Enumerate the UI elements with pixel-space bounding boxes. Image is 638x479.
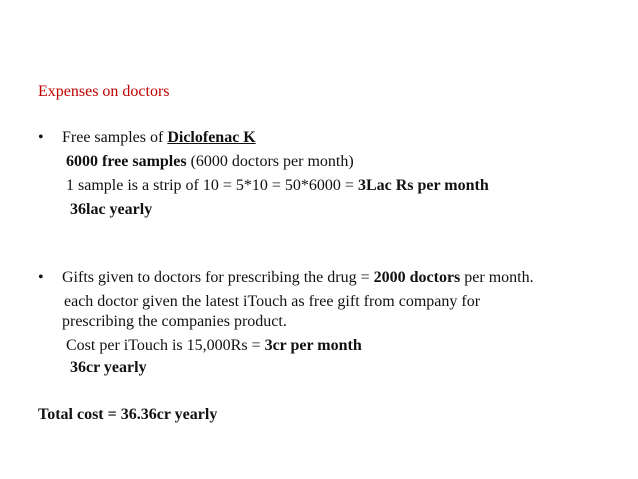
bullet2-line1-tail: per month. xyxy=(460,269,534,286)
slide-title: Expenses on doctors xyxy=(38,83,170,100)
bullet1-line1 xyxy=(62,128,256,148)
bullet2-line3: prescribing the companies product. xyxy=(62,313,287,330)
bullet2-line2: each doctor given the latest iTouch as free gift from company for xyxy=(64,293,481,310)
bullet1-line4 xyxy=(70,200,152,220)
total-cost: Total cost = 36.36cr yearly xyxy=(38,406,218,423)
monthly-sample-cost: 3Lac Rs per month xyxy=(357,177,489,194)
bullet2-line4-text: Cost per iTouch is 15,000Rs = xyxy=(66,337,265,354)
doctors-count: 2000 doctors xyxy=(373,269,461,286)
bullet2-line1 xyxy=(62,268,534,288)
bullet1-line2 xyxy=(66,152,354,172)
bullet2-line4 xyxy=(66,336,362,356)
bullet1-line3 xyxy=(66,176,489,196)
free-samples-count: 6000 free samples xyxy=(66,153,187,170)
yearly-itouch-cost: 36cr yearly xyxy=(70,359,147,376)
bullet1-line1-text: Free samples of xyxy=(62,129,168,146)
yearly-sample-cost: 36lac yearly xyxy=(70,201,153,218)
bullet2-line1-text: Gifts given to doctors for prescribing the drug = xyxy=(62,269,374,286)
bullet-marker: • xyxy=(38,129,44,146)
monthly-itouch-cost: 3cr per month xyxy=(264,337,362,354)
bullet1-line3-text: 1 sample is a strip of 10 = 5*10 = 50*6000 = xyxy=(66,177,358,194)
bullet1-line2-text: (6000 doctors per month) xyxy=(186,153,354,170)
drug-name: Diclofenac K xyxy=(167,129,256,146)
bullet-marker: • xyxy=(38,269,44,286)
bullet2-line5 xyxy=(70,358,147,378)
